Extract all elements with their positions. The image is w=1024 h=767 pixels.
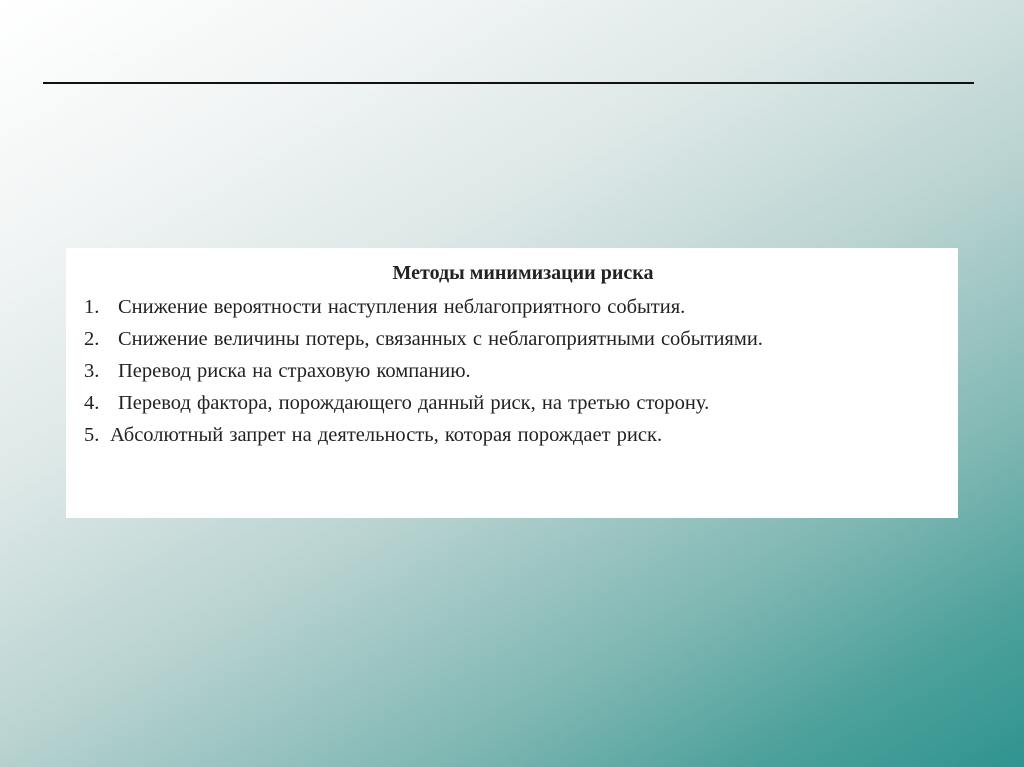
list-item [84, 323, 944, 355]
list-item-text: Абсолютный запрет на деятельность, которая порождает риск. [110, 424, 663, 446]
list-item-text: Перевод риска на страховую компанию. [118, 360, 471, 382]
list-item [84, 419, 944, 451]
title-divider-line [43, 82, 974, 84]
list-item-text: Снижение величины потерь, связанных с неблагоприятными событиями. [118, 328, 763, 350]
methods-list [84, 291, 944, 451]
risk-methods-box [66, 248, 958, 518]
list-item [84, 291, 944, 323]
list-item [84, 387, 944, 419]
list-item-number: 4. [84, 392, 100, 414]
list-item-number: 5. [84, 424, 100, 446]
list-item-number: 3. [84, 360, 100, 382]
list-item-text: Снижение вероятности наступления неблагоприятного события. [118, 296, 686, 318]
list-item-number: 1. [84, 296, 100, 318]
list-item-text: Перевод фактора, порождающего данный риск, на третью сторону. [118, 392, 710, 414]
list-item [84, 355, 944, 387]
list-item-number: 2. [84, 328, 100, 350]
box-heading: Методы минимизации риска [392, 262, 654, 284]
